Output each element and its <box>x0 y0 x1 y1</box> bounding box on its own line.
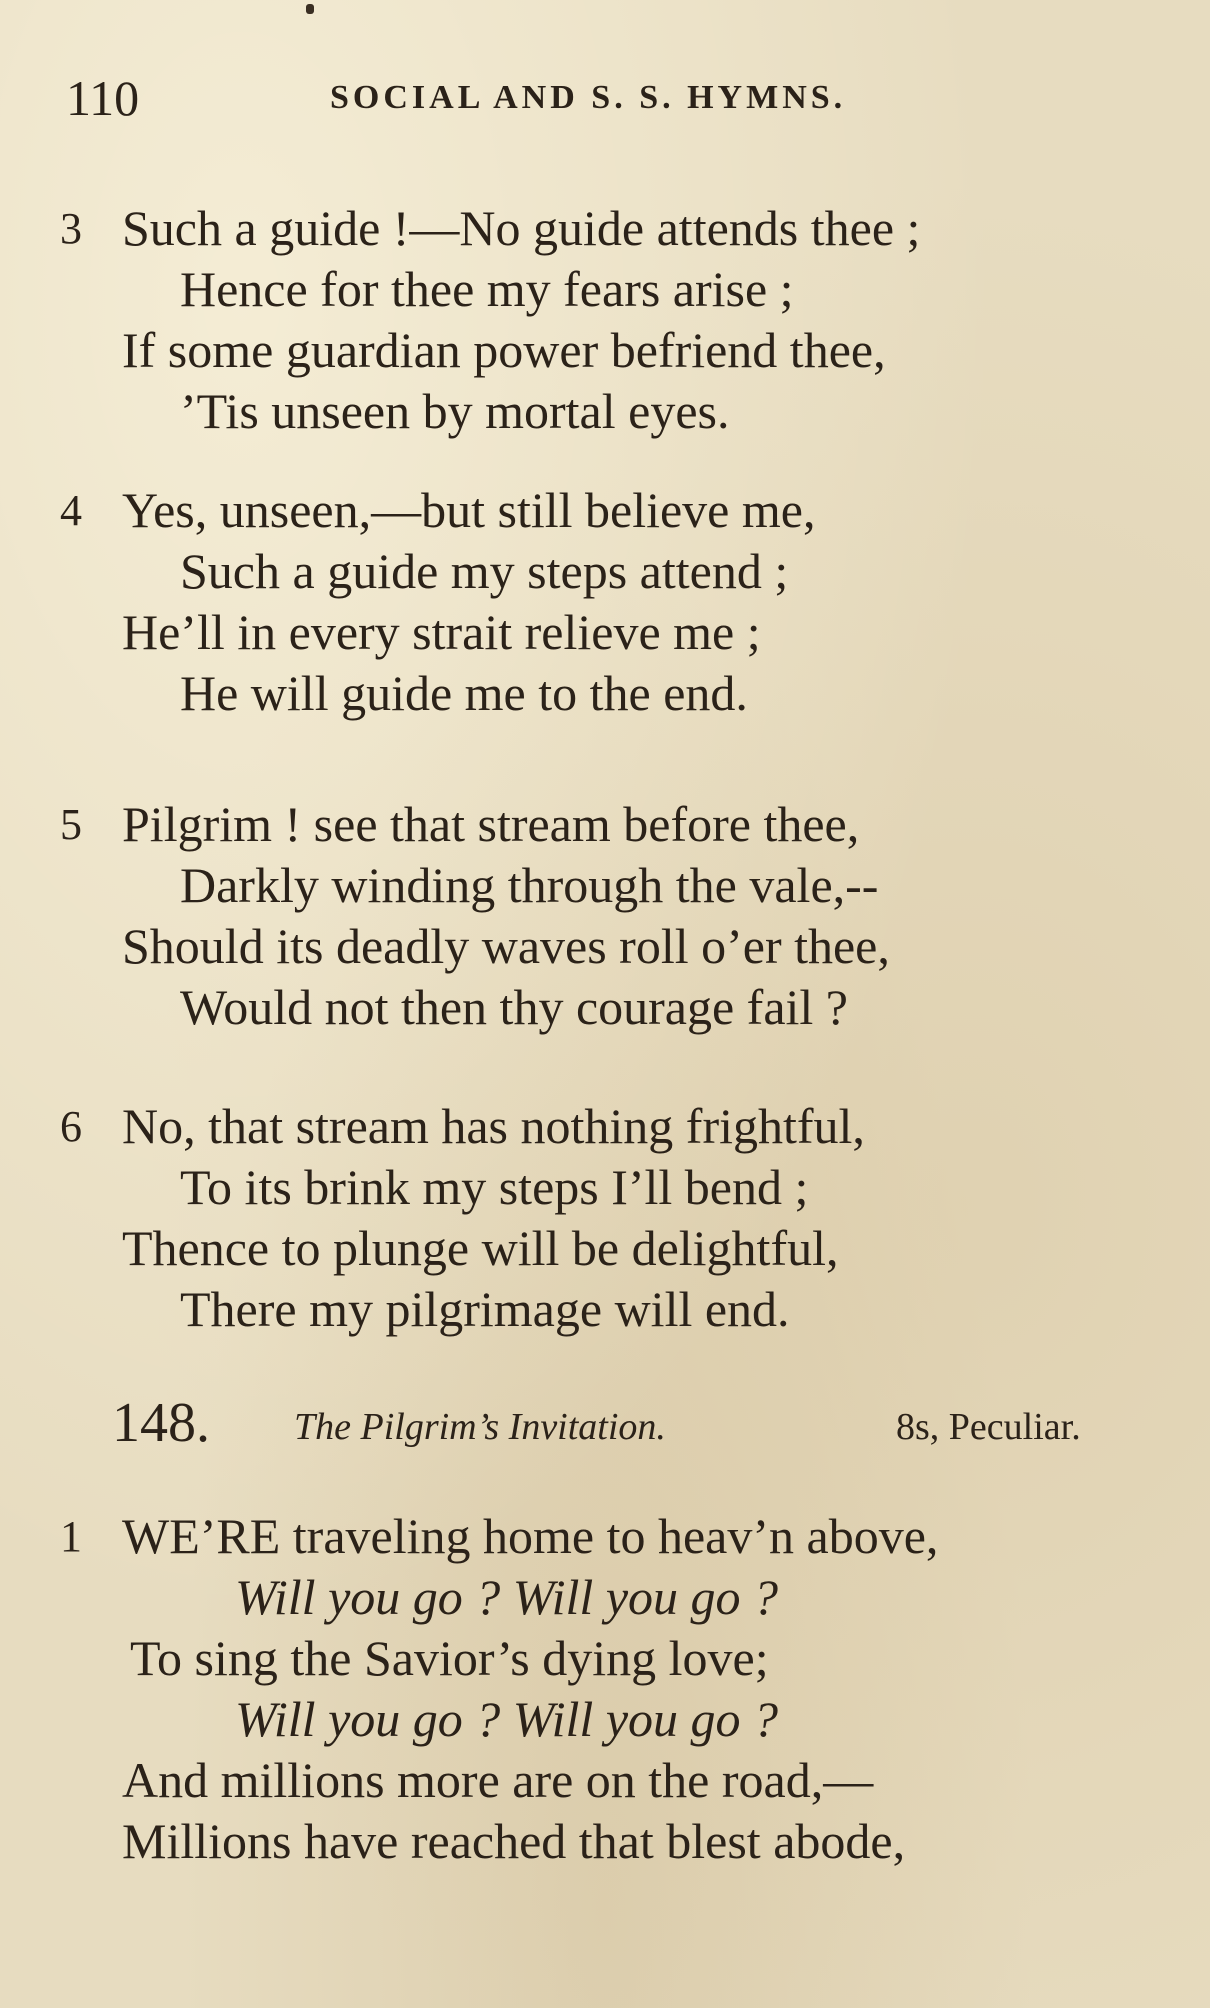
page-header <box>66 66 1176 130</box>
stanza-line <box>60 1279 1180 1340</box>
stanza-line <box>60 1506 1180 1567</box>
verse-line-text: ’Tis unseen by mortal eyes. <box>180 383 730 439</box>
stanza-line <box>60 1567 1180 1628</box>
refrain-line: Will you go ? Will you go ? <box>235 1569 779 1625</box>
hymn-148-stanza-1 <box>60 1506 1180 1872</box>
verse-line-text: To its brink my steps I’ll bend ; <box>180 1159 809 1215</box>
verse-line-text: Such a guide !—No guide attends thee ; <box>122 200 921 256</box>
hymn-meter: 8s, Peculiar. <box>896 1406 1081 1448</box>
stanza-line <box>60 1689 1180 1750</box>
stanza-line <box>60 1218 1180 1279</box>
stanza-6 <box>60 1096 1180 1340</box>
stanza-line <box>60 1811 1180 1872</box>
verse-number: 4 <box>60 486 82 535</box>
verse-line-text: He will guide me to the end. <box>180 665 748 721</box>
verse-line-text: Yes, unseen,—but still believe me, <box>122 482 816 538</box>
hymn-title: The Pilgrim’s Invitation. <box>294 1406 666 1448</box>
verse-line-text: Hence for thee my fears arise ; <box>180 261 794 317</box>
verse-line-text: Would not then thy courage fail ? <box>180 979 848 1035</box>
stanza-4 <box>60 480 1180 724</box>
verse-line-text: He’ll in every strait relieve me ; <box>122 604 761 660</box>
verse-line-text: Millions have reached that blest abode, <box>122 1813 906 1869</box>
verse-line-text: Thence to plunge will be delightful, <box>122 1220 839 1276</box>
stanza-line <box>60 663 1180 724</box>
verse-line-text: If some guardian power befriend thee, <box>122 322 886 378</box>
refrain-line: Will you go ? Will you go ? <box>235 1691 779 1747</box>
verse-number: 5 <box>60 800 82 849</box>
verse-number: 1 <box>60 1512 82 1561</box>
verse-line-text: WE’RE traveling home to heav’n above, <box>122 1508 939 1564</box>
stanza-3 <box>60 198 1180 442</box>
stanza-line <box>60 602 1180 663</box>
verse-line-text: Should its deadly waves roll o’er thee, <box>122 918 890 974</box>
verse-line-text: There my pilgrimage will end. <box>180 1281 790 1337</box>
stanza-line <box>60 1750 1180 1811</box>
verse-line-text: Pilgrim ! see that stream before thee, <box>122 796 860 852</box>
verse-number: 6 <box>60 1102 82 1151</box>
ink-mark <box>306 4 314 14</box>
stanza-line <box>60 1628 1180 1689</box>
verse-line-text: And millions more are on the road,— <box>122 1752 874 1808</box>
stanza-line <box>60 794 1180 855</box>
verse-number: 3 <box>60 204 82 253</box>
hymn-heading <box>112 1388 1192 1458</box>
verse-line-text: Darkly winding through the vale,-- <box>180 857 879 913</box>
stanza-line <box>60 480 1180 541</box>
verse-line-text: No, that stream has nothing frightful, <box>122 1098 865 1154</box>
stanza-line <box>60 855 1180 916</box>
stanza-5 <box>60 794 1180 1038</box>
page-number: 110 <box>66 70 140 126</box>
running-head: SOCIAL AND S. S. HYMNS. <box>330 79 847 116</box>
stanza-line <box>60 320 1180 381</box>
verse-line-text: To sing the Savior’s dying love; <box>130 1630 769 1686</box>
stanza-line <box>60 916 1180 977</box>
stanza-line <box>60 198 1180 259</box>
stanza-line <box>60 541 1180 602</box>
verse-line-text: Such a guide my steps attend ; <box>180 543 789 599</box>
stanza-line <box>60 259 1180 320</box>
stanza-line <box>60 1157 1180 1218</box>
stanza-line <box>60 977 1180 1038</box>
hymn-number: 148. <box>112 1392 210 1454</box>
stanza-line <box>60 1096 1180 1157</box>
stanza-line <box>60 381 1180 442</box>
